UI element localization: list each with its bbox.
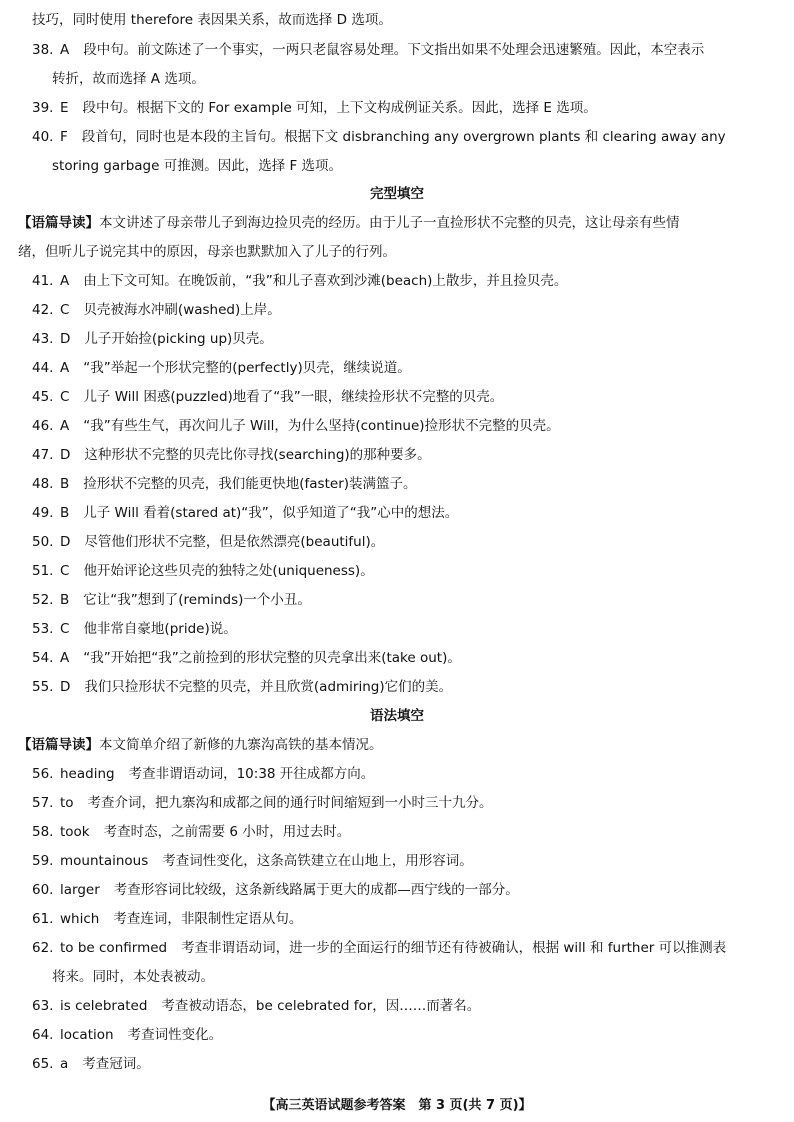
- reading-guide: [18, 735, 766, 755]
- explanation-text: 他开始评论这些贝壳的独特之处(uniqueness)。: [83, 563, 374, 579]
- answer-word: location: [60, 1027, 114, 1043]
- page-footer: 【高三英语试题参考答案 第 3 页(共 7 页)】: [262, 1098, 532, 1113]
- answer-item: [32, 1025, 766, 1045]
- answer-letter: D: [60, 679, 71, 695]
- explanation-text: 段中句。根据下文的 For example 可知，上下文构成例证关系。因此，选择 E 选项。: [82, 100, 597, 116]
- answer-letter: E: [60, 100, 69, 116]
- question-number: 54.: [32, 650, 54, 666]
- answer-item: [32, 358, 766, 378]
- explanation-text: 考查词性变化。: [127, 1027, 223, 1043]
- explanation-text: 考查冠词。: [82, 1056, 150, 1072]
- explanation-text: 考查词性变化，这条高铁建立在山地上，用形容词。: [162, 853, 473, 869]
- answer-letter: C: [60, 389, 70, 405]
- section-heading-cloze: 完型填空: [370, 186, 424, 202]
- question-number: 63.: [32, 998, 54, 1014]
- explanation-text: 儿子 Will 看着(stared at)“我”，似乎知道了“我”心中的想法。: [83, 505, 459, 521]
- answer-word: is celebrated: [60, 998, 148, 1014]
- explanation-text: 考查非谓语动词，10:38 开往成都方向。: [128, 766, 375, 782]
- answer-item: [32, 880, 766, 900]
- explanation-text: 考查被动语态，be celebrated for，因……而著名。: [161, 998, 481, 1014]
- answer-letter: D: [60, 534, 71, 550]
- explanation-text: 由上下文可知。在晚饭前，“我”和儿子喜欢到沙滩(beach)上散步，并且捡贝壳。: [83, 273, 568, 289]
- answer-item: [32, 619, 766, 639]
- question-number: 45.: [32, 389, 54, 405]
- explanation-text: 段中句。前文陈述了一个事实，一两只老鼠容易处理。下文指出如果不处理会迅速繁殖。因此，本空表示: [83, 42, 705, 58]
- answer-item: [32, 764, 766, 784]
- answer-item: [32, 329, 766, 349]
- question-number: 48.: [32, 476, 54, 492]
- explanation-text: 这种形状不完整的贝壳比你寻找(searching)的那种要多。: [84, 447, 431, 463]
- question-number: 49.: [32, 505, 54, 521]
- question-number: 42.: [32, 302, 54, 318]
- answer-letter: B: [60, 505, 70, 521]
- question-number: 51.: [32, 563, 54, 579]
- explanation-text: 贝壳被海水冲刷(washed)上岸。: [83, 302, 281, 318]
- explanation-text: 尽管他们形状不完整，但是依然漂亮(beautiful)。: [84, 534, 385, 550]
- explanation-continued: 转折，故而选择 A 选项。: [52, 71, 205, 87]
- section-heading-grammar: 语法填空: [370, 708, 424, 724]
- explanation-text: 他非常自豪地(pride)说。: [83, 621, 237, 637]
- question-number: 57.: [32, 795, 54, 811]
- answer-item: [32, 271, 766, 291]
- answer-word: a: [60, 1056, 69, 1072]
- question-number: 44.: [32, 360, 54, 376]
- answer-item: [32, 98, 766, 118]
- answer-letter: A: [60, 42, 70, 58]
- question-number: 64.: [32, 1027, 54, 1043]
- answer-item: [32, 851, 766, 871]
- question-number: 55.: [32, 679, 54, 695]
- explanation-text: 考查连词，非限制性定语从句。: [113, 911, 303, 927]
- answer-item: [32, 561, 766, 581]
- answer-item: [32, 503, 766, 523]
- explanation-continued: storing garbage 可推测。因此，选择 F 选项。: [52, 158, 343, 174]
- guide-label: 【语篇导读】: [18, 215, 99, 231]
- answer-item: [32, 445, 766, 465]
- answer-letter: A: [60, 273, 70, 289]
- answer-word: to be confirmed: [60, 940, 168, 956]
- explanation-text: 考查时态，之前需要 6 小时，用过去时。: [103, 824, 351, 840]
- explanation-text: 考查形容词比较级，这条新线路属于更大的成都—西宁线的一部分。: [113, 882, 519, 898]
- answer-item: [32, 532, 766, 552]
- answer-item: [32, 590, 766, 610]
- question-number: 60.: [32, 882, 54, 898]
- answer-letter: D: [60, 331, 71, 347]
- answer-item: [32, 648, 766, 668]
- answer-item: [32, 909, 766, 929]
- question-number: 47.: [32, 447, 54, 463]
- answer-item: [32, 822, 766, 842]
- answer-item: [32, 938, 766, 958]
- question-number: 56.: [32, 766, 54, 782]
- question-number: 50.: [32, 534, 54, 550]
- explanation-text: 考查介词，把九寨沟和成都之间的通行时间缩短到一小时三十九分。: [87, 795, 493, 811]
- answer-letter: C: [60, 621, 70, 637]
- answer-item: [32, 300, 766, 320]
- question-number: 53.: [32, 621, 54, 637]
- answer-item: [32, 416, 766, 436]
- answer-word: which: [60, 911, 100, 927]
- answer-item: [32, 677, 766, 697]
- question-number: 40.: [32, 129, 54, 145]
- explanation-text: 捡形状不完整的贝壳，我们能更快地(faster)装满篮子。: [83, 476, 417, 492]
- answer-item: [32, 1054, 766, 1074]
- question-number: 41.: [32, 273, 54, 289]
- continued-text: 技巧，同时使用 therefore 表因果关系，故而选择 D 选项。: [32, 12, 392, 28]
- answer-letter: A: [60, 418, 70, 434]
- guide-label: 【语篇导读】: [18, 737, 99, 753]
- answer-item: [32, 387, 766, 407]
- explanation-text: 考查非谓语动词，进一步的全面运行的细节还有待被确认，根据 will 和 further 可以推测表: [181, 940, 727, 956]
- explanation-text: “我”开始把“我”之前捡到的形状完整的贝壳拿出来(take out)。: [83, 650, 461, 666]
- question-number: 52.: [32, 592, 54, 608]
- answer-word: took: [60, 824, 90, 840]
- answer-item: [32, 40, 766, 60]
- reading-guide: [18, 213, 766, 233]
- answer-letter: B: [60, 592, 70, 608]
- answer-item: [32, 474, 766, 494]
- answer-item: [32, 127, 766, 147]
- answer-letter: C: [60, 302, 70, 318]
- explanation-text: 我们只捡形状不完整的贝壳，并且欣赏(admiring)它们的美。: [84, 679, 453, 695]
- explanation-text: 它让“我”想到了(reminds)一个小丑。: [83, 592, 311, 608]
- answer-word: larger: [60, 882, 100, 898]
- answer-word: heading: [60, 766, 115, 782]
- answer-letter: D: [60, 447, 71, 463]
- question-number: 59.: [32, 853, 54, 869]
- question-number: 38.: [32, 42, 54, 58]
- question-number: 65.: [32, 1056, 54, 1072]
- question-number: 46.: [32, 418, 54, 434]
- explanation-text: 儿子开始捡(picking up)贝壳。: [84, 331, 273, 347]
- answer-letter: A: [60, 650, 70, 666]
- explanation-continued: 将来。同时，本处表被动。: [52, 969, 214, 985]
- guide-text-continued: 绪，但听儿子说完其中的原因，母亲也默默加入了儿子的行列。: [18, 244, 396, 260]
- answer-letter: A: [60, 360, 70, 376]
- explanation-text: “我”举起一个形状完整的(perfectly)贝壳，继续说道。: [83, 360, 411, 376]
- answer-word: mountainous: [60, 853, 149, 869]
- explanation-text: 段首句，同时也是本段的主旨句。根据下文 disbranching any overgrown plants 和 clearing away any: [81, 129, 726, 145]
- answer-letter: B: [60, 476, 70, 492]
- guide-text: 本文简单介绍了新修的九寨沟高铁的基本情况。: [99, 737, 383, 753]
- guide-text: 本文讲述了母亲带儿子到海边捡贝壳的经历。由于儿子一直捡形状不完整的贝壳，这让母亲有些情: [99, 215, 680, 231]
- explanation-text: “我”有些生气，再次问儿子 Will，为什么坚持(continue)捡形状不完整的贝壳。: [83, 418, 560, 434]
- answer-letter: F: [60, 129, 68, 145]
- answer-item: [32, 793, 766, 813]
- explanation-text: 儿子 Will 困惑(puzzled)地看了“我”一眼，继续捡形状不完整的贝壳。: [83, 389, 504, 405]
- question-number: 61.: [32, 911, 54, 927]
- answer-letter: C: [60, 563, 70, 579]
- question-number: 62.: [32, 940, 54, 956]
- answer-item: [32, 996, 766, 1016]
- question-number: 58.: [32, 824, 54, 840]
- question-number: 43.: [32, 331, 54, 347]
- question-number: 39.: [32, 100, 54, 116]
- answer-word: to: [60, 795, 74, 811]
